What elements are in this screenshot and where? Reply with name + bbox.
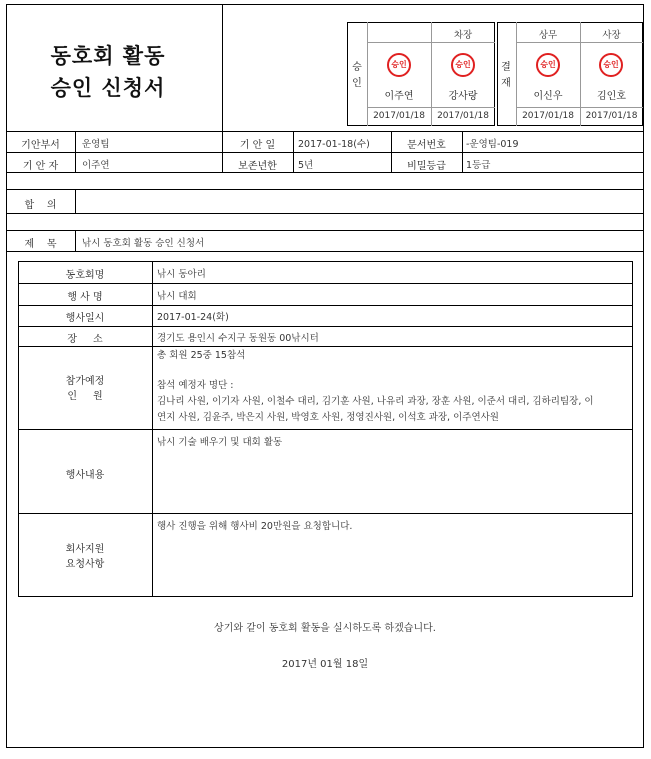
doc-number-value: -운영팀-019 xyxy=(466,139,519,150)
title-divider xyxy=(222,4,223,131)
support-request-value: 행사 진행을 위해 행사비 20만원을 요청합니다. xyxy=(157,521,353,532)
approver-name: 이신우 xyxy=(533,91,563,102)
event-content-value: 낚시 기술 배우기 및 대회 활동 xyxy=(157,437,283,448)
approval-date: 2017/01/18 xyxy=(437,111,489,121)
approval-role: 차장 xyxy=(453,30,473,41)
club-name-label: 동호회명 xyxy=(65,270,105,281)
subject-value: 낚시 동호회 활동 승인 신청서 xyxy=(82,238,205,249)
approval-stamp-icon: 승인 xyxy=(536,53,560,77)
event-name-value: 낚시 대회 xyxy=(157,291,197,302)
closing-statement: 상기와 같이 동호회 활동을 실시하도록 하겠습니다. xyxy=(214,623,436,634)
place-value: 경기도 용인시 수지구 동원동 00낚시터 xyxy=(157,333,319,344)
drafter-value: 이주연 xyxy=(82,160,110,171)
event-date-value: 2017-01-24(화) xyxy=(157,312,229,323)
approval-stamp-icon: 승인 xyxy=(451,53,475,77)
approval-stamp-icon: 승인 xyxy=(599,53,623,77)
event-name-label: 행 사 명 xyxy=(67,292,103,303)
dept-label: 기안부서 xyxy=(21,140,60,151)
document-title-line1: 동호회 활동 xyxy=(50,44,166,68)
agreement-label: 합 의 xyxy=(24,200,57,211)
secret-level-label: 비밀등급 xyxy=(407,161,446,172)
closing-date: 2017년 01월 18일 xyxy=(281,659,369,670)
doc-number-label: 문서번호 xyxy=(407,140,446,151)
approval-label-1: 승 인 xyxy=(352,62,362,89)
retention-label: 보존년한 xyxy=(238,161,277,172)
club-name-value: 낚시 동아리 xyxy=(157,269,206,280)
draft-date-value: 2017-01-18(수) xyxy=(298,139,370,150)
document-title-line2: 승인 신청서 xyxy=(50,76,166,100)
event-date-label: 행사일시 xyxy=(65,313,105,324)
approver-name: 김인호 xyxy=(597,91,626,102)
approver-name: 이주연 xyxy=(384,91,414,102)
approval-date: 2017/01/18 xyxy=(585,111,638,121)
secret-level-value: 1등급 xyxy=(466,160,491,171)
place-label: 장 소 xyxy=(67,334,103,345)
retention-value: 5년 xyxy=(298,160,314,171)
approval-label-2: 결 재 xyxy=(501,62,511,89)
participants-label: 참가예정 인 원 xyxy=(65,376,105,402)
approval-role: 사장 xyxy=(602,30,621,41)
approval-stamp-icon: 승인 xyxy=(387,53,411,77)
support-request-label: 회사지원 요청사항 xyxy=(65,544,105,570)
subject-label: 제 목 xyxy=(24,239,57,250)
approval-date: 2017/01/18 xyxy=(522,111,574,121)
approval-role: 상무 xyxy=(538,30,558,41)
approval-date: 2017/01/18 xyxy=(373,111,425,121)
dept-value: 운영팀 xyxy=(82,139,110,150)
draft-date-label: 기 안 일 xyxy=(239,140,276,151)
participants-value: 총 회원 25중 15참석 참석 예정자 명단 : 김나리 사원, 이기자 사원, 이철수 대리, 김기훈 사원, 나유리 과장, 장훈 사원, 이준서 대리, 김하리팀장, 이 연지 사원, 김윤주, 박은지 사원, 박영호 사원, 정영진사원, 이석호 과장, 이주연사원 xyxy=(157,350,594,423)
approver-name: 강사랑 xyxy=(448,91,478,102)
event-content-label: 행사내용 xyxy=(65,470,105,481)
drafter-label: 기 안 자 xyxy=(22,161,59,172)
